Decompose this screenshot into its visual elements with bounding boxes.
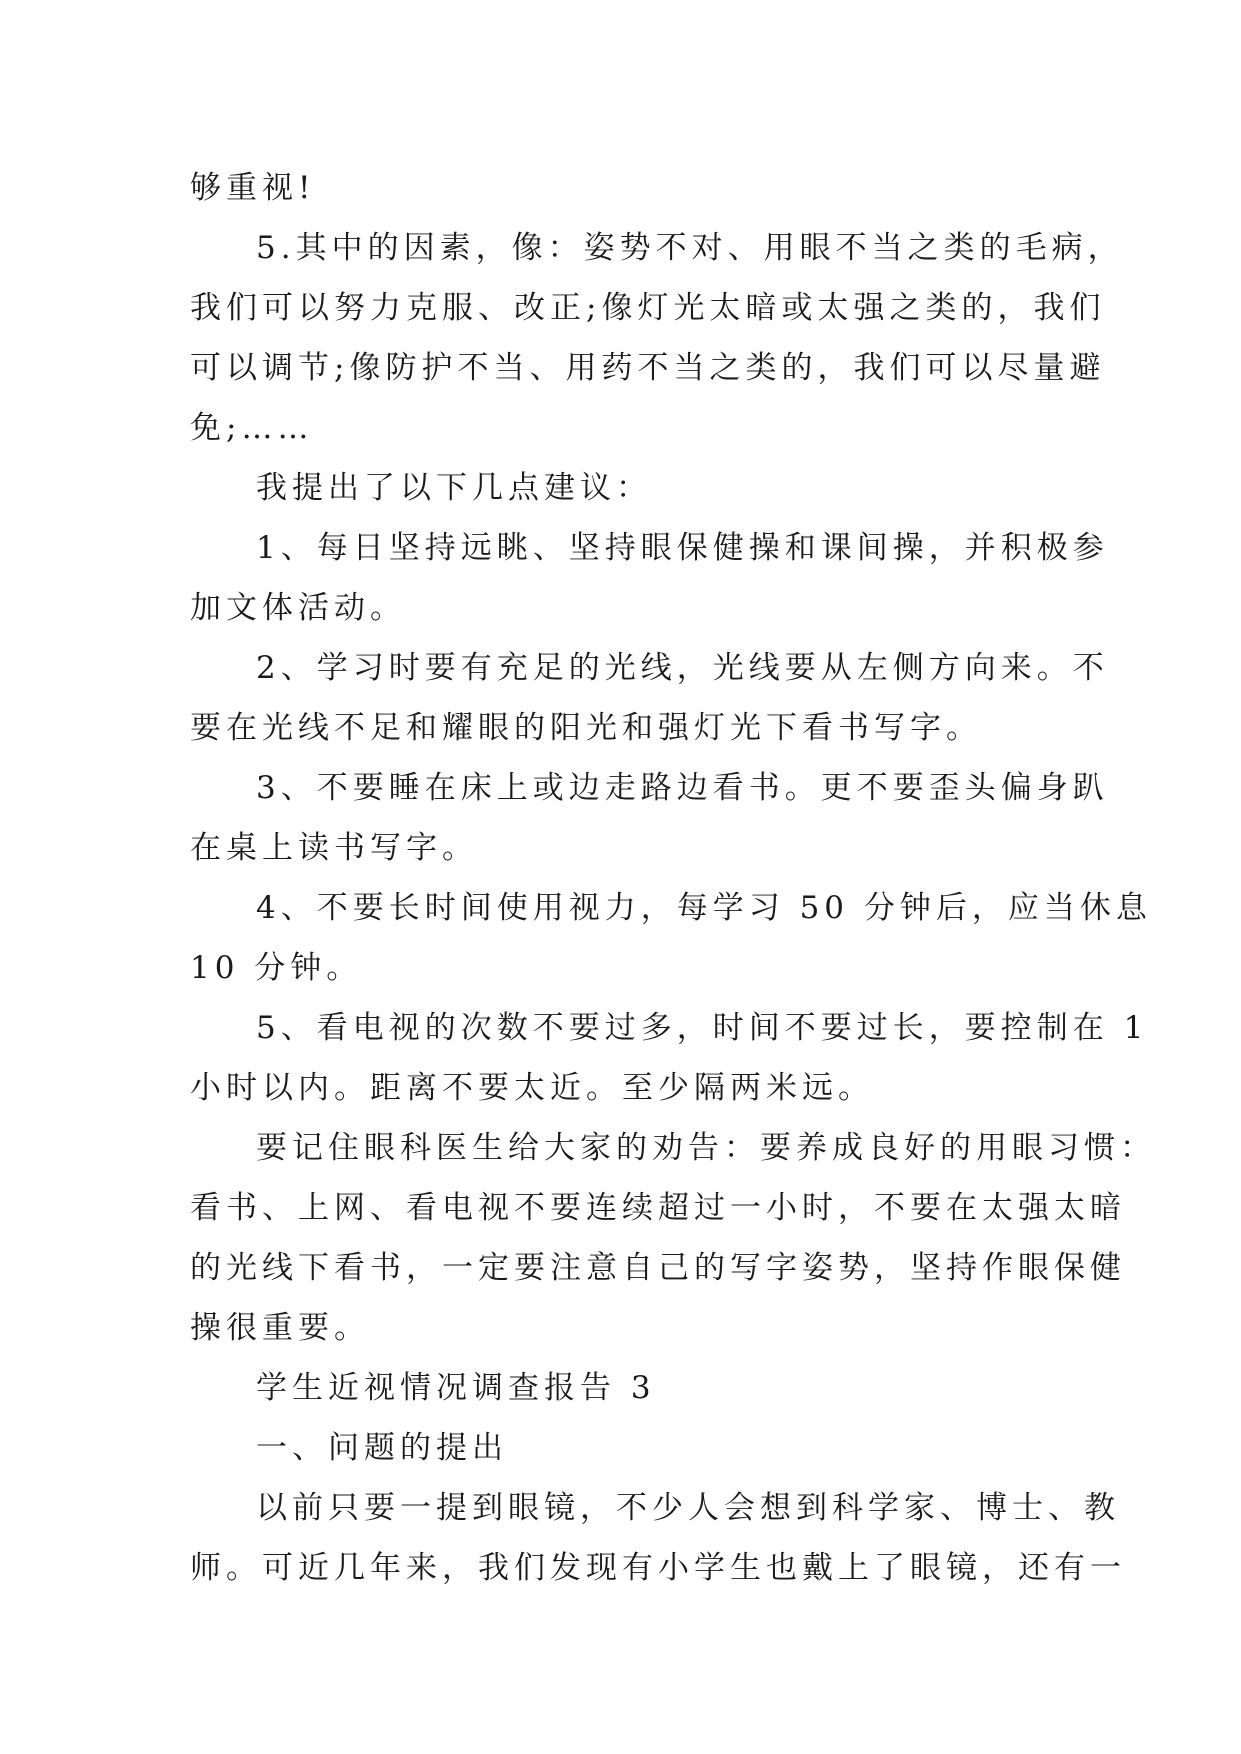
text-line: 操很重要。 <box>190 1310 370 1346</box>
text-line: 一、问题的提出 <box>256 1430 508 1466</box>
text-line: 我们可以努力克服、改正;像灯光太暗或太强之类的，我们 <box>190 290 1106 326</box>
text-line: 10 分钟。 <box>190 950 363 986</box>
text-line: 2、学习时要有充足的光线，光线要从左侧方向来。不 <box>256 650 1109 686</box>
text-line: 够重视! <box>190 170 316 206</box>
text-line: 免;…… <box>190 410 314 446</box>
text-line: 4、不要长时间使用视力，每学习 50 分钟后，应当休息 <box>256 890 1152 926</box>
text-line: 要记住眼科医生给大家的劝告：要养成良好的用眼习惯： <box>256 1130 1156 1166</box>
text-line: 要在光线不足和耀眼的阳光和强灯光下看书写字。 <box>190 710 982 746</box>
paragraph <box>190 218 1124 458</box>
text-line: 3、不要睡在床上或边走路边看书。更不要歪头偏身趴 <box>256 770 1109 806</box>
text-line: 可以调节;像防护不当、用药不当之类的，我们可以尽量避 <box>190 350 1106 386</box>
text-line: 学生近视情况调查报告 3 <box>256 1370 656 1406</box>
paragraph <box>190 158 1050 218</box>
text-line: 5.其中的因素，像：姿势不对、用眼不当之类的毛病， <box>256 230 1124 266</box>
text-line: 1、每日坚持远眺、坚持眼保健操和课间操，并积极参 <box>256 530 1109 566</box>
paragraph <box>190 458 1050 518</box>
text-line: 师。可近几年来，我们发现有小学生也戴上了眼镜，还有一 <box>190 1550 1126 1586</box>
text-line: 看书、上网、看电视不要连续超过一小时，不要在太强太暗 <box>190 1190 1126 1226</box>
paragraph <box>190 998 1149 1118</box>
paragraph <box>190 638 1109 758</box>
text-line: 在桌上读书写字。 <box>190 830 478 866</box>
paragraph <box>190 878 1152 998</box>
paragraph <box>190 518 1109 638</box>
paragraph <box>190 1418 1050 1478</box>
text-line: 的光线下看书，一定要注意自己的写字姿势，坚持作眼保健 <box>190 1250 1126 1286</box>
text-line: 我提出了以下几点建议： <box>256 470 652 506</box>
text-line: 5、看电视的次数不要过多，时间不要过长，要控制在 1 <box>256 1010 1149 1046</box>
paragraph <box>190 758 1109 878</box>
text-line: 小时以内。距离不要太近。至少隔两米远。 <box>190 1070 874 1106</box>
document-body <box>190 158 1156 1598</box>
text-line: 以前只要一提到眼镜，不少人会想到科学家、博士、教 <box>256 1490 1120 1526</box>
paragraph <box>190 1118 1156 1358</box>
paragraph <box>190 1358 1050 1418</box>
text-line: 加文体活动。 <box>190 590 406 626</box>
paragraph <box>190 1478 1126 1598</box>
